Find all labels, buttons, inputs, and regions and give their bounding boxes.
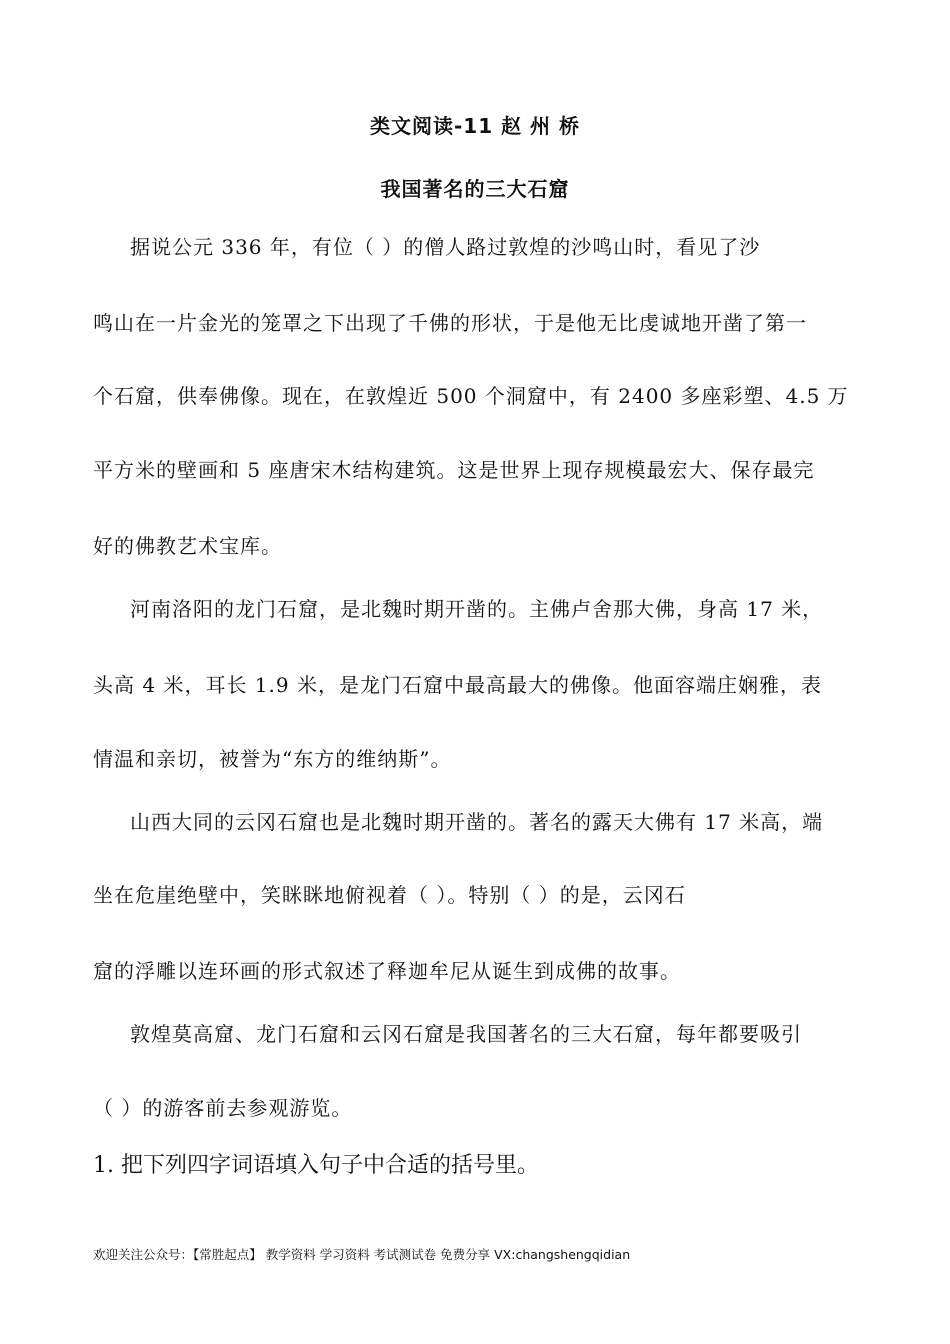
- paragraph-1-line-3: 个石窟，供奉佛像。现在，在敦煌近 500 个洞窟中，有 2400 多座彩塑、4.5 万: [93, 384, 849, 408]
- paragraph-1-line-4: 平方米的壁画和 5 座唐宋木结构建筑。这是世界上现存规模最宏大、保存最完: [93, 458, 815, 482]
- paragraph-2-line-2: 头高 4 米，耳长 1.9 米，是龙门石窟中最高最大的佛像。他面容端庄娴雅，表: [93, 673, 822, 697]
- paragraph-4-line-1: 敦煌莫高窟、龙门石窟和云冈石窟是我国著名的三大石窟，每年都要吸引: [130, 1022, 802, 1046]
- paragraph-4-line-2: （ ）的游客前去参观游览。: [93, 1096, 353, 1120]
- footer-promo-text: 欢迎关注公众号：【常胜起点】 教学资料 学习资料 考试测试卷 免费分享 VX:changshengqidian: [93, 1247, 631, 1262]
- paragraph-1-line-5: 好的佛教艺术宝库。: [93, 534, 282, 558]
- document-title: 类文阅读-11 赵 州 桥: [369, 114, 581, 138]
- paragraph-2-line-1: 河南洛阳的龙门石窟，是北魏时期开凿的。主佛卢舍那大佛，身高 17 米，: [130, 597, 824, 621]
- paragraph-3-line-1: 山西大同的云冈石窟也是北魏时期开凿的。著名的露天大佛有 17 米高，端: [130, 810, 824, 834]
- paragraph-3-line-3: 窟的浮雕以连环画的形式叙述了释迦牟尼从诞生到成佛的故事。: [93, 959, 681, 983]
- paragraph-1-line-2: 鸣山在一片金光的笼罩之下出现了千佛的形状，于是他无比虔诚地开凿了第一: [93, 311, 807, 335]
- question-1: 1. 把下列四字词语填入句子中合适的括号里。: [93, 1153, 539, 1178]
- paragraph-3-line-2: 坐在危崖绝壁中，笑眯眯地俯视着（ ）。特别（ ）的是，云冈石: [93, 883, 686, 907]
- paragraph-1-line-1: 据说公元 336 年，有位（ ）的僧人路过敦煌的沙鸣山时，看见了沙: [130, 235, 761, 259]
- paragraph-2-line-3: 情温和亲切，被誉为“东方的维纳斯”。: [93, 747, 452, 771]
- article-title: 我国著名的三大石窟: [380, 177, 570, 201]
